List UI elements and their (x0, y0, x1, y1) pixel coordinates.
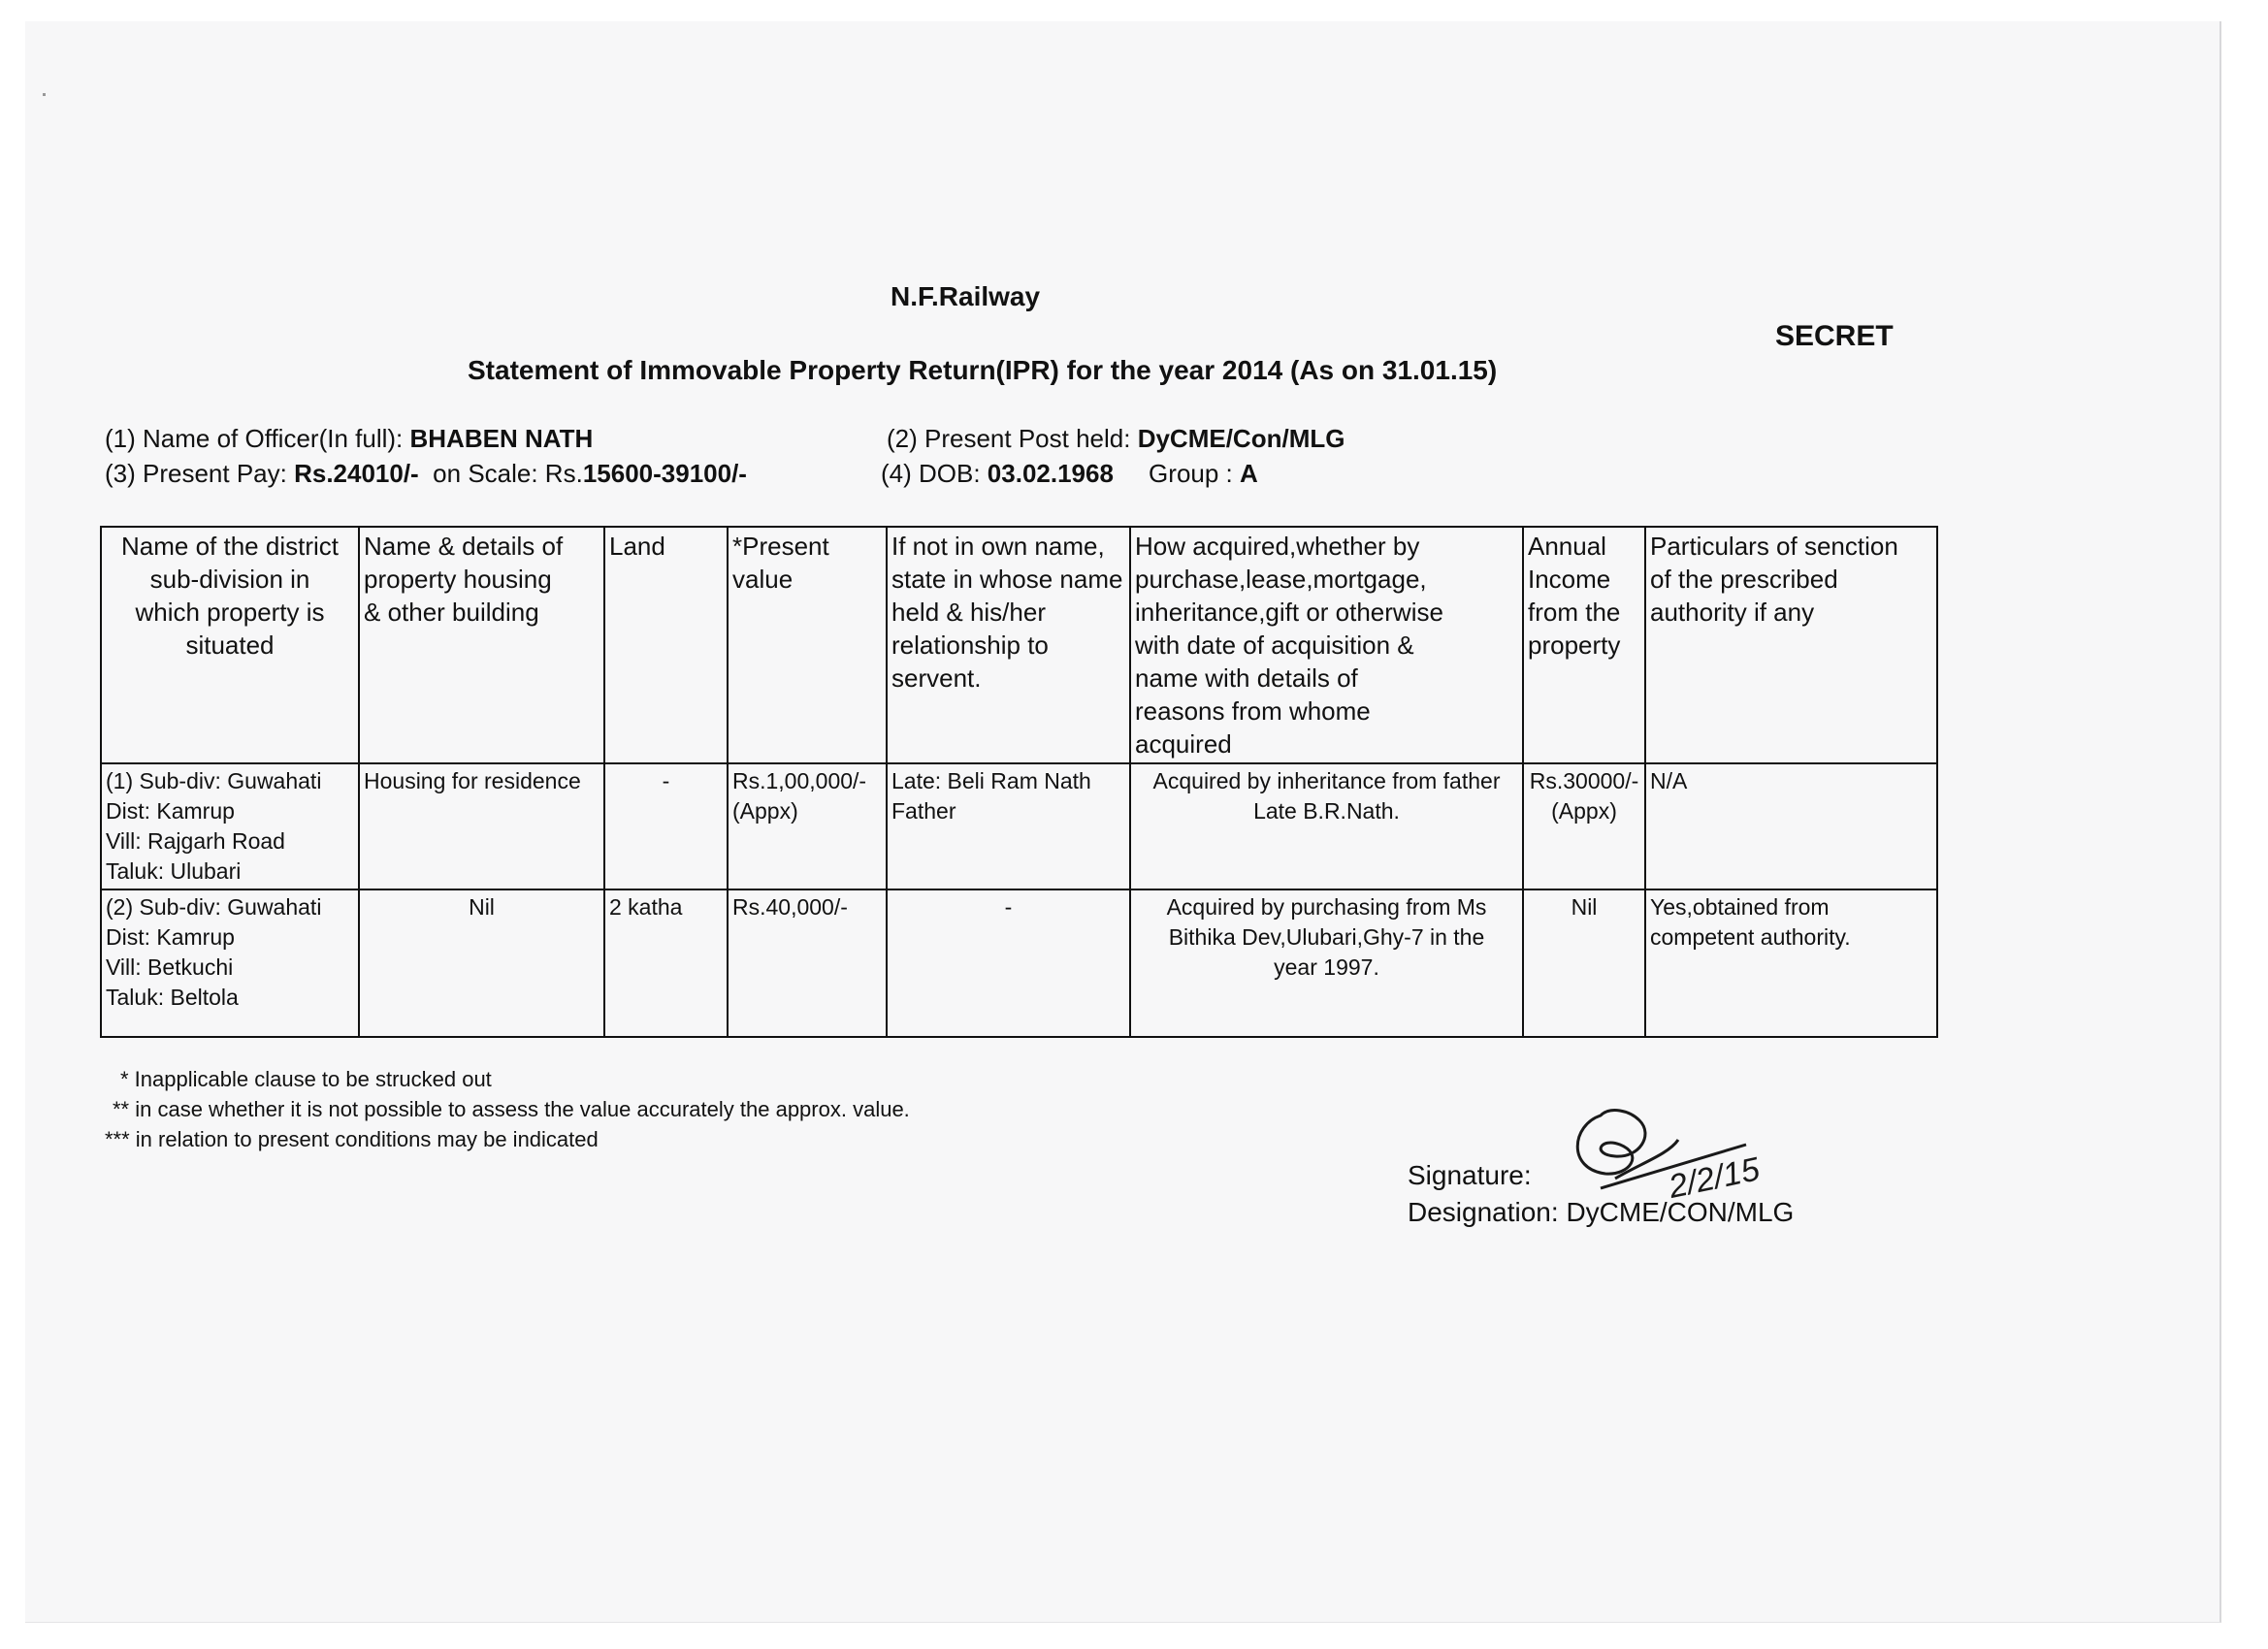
cell-sanction: N/A (1645, 763, 1937, 889)
cell-how-acquired: Acquired by purchasing from Ms Bithika Dev,Ulubari,Ghy-7 in the year 1997. (1130, 889, 1523, 1037)
present-pay-label: (3) Present Pay: (105, 459, 295, 488)
cell-present-value: Rs.40,000/- (728, 889, 887, 1037)
header-property-details: Name & details of property housing & other building (359, 527, 604, 763)
cell-district: (2) Sub-div: Guwahati Dist: Kamrup Vill: Betkuchi Taluk: Beltola (101, 889, 359, 1037)
header-how-acquired: How acquired,whether by purchase,lease,mortgage, inheritance,gift or otherwise with date of acquisition & name with details of reasons from whome acquired (1130, 527, 1523, 763)
cell-property-details: Housing for residence (359, 763, 604, 889)
cell-annual-income: Nil (1523, 889, 1645, 1037)
dob-value: 03.02.1968 (987, 459, 1114, 488)
footnote-2: ** in case whether it is not possible to assess the value accurately the approx. value. (113, 1097, 910, 1121)
header-district: Name of the district sub-division in which property is situated (101, 527, 359, 763)
classification-label: SECRET (1775, 320, 1894, 352)
organization-name: N.F.Railway (891, 281, 1041, 311)
cell-district: (1) Sub-div: Guwahati Dist: Kamrup Vill: Rajgarh Road Taluk: Ulubari (101, 763, 359, 889)
cell-annual-income: Rs.30000/- (Appx) (1523, 763, 1645, 889)
officer-name-line (105, 424, 593, 454)
header-land: Land (604, 527, 728, 763)
cell-land: 2 katha (604, 889, 728, 1037)
pay-scale-value: 15600-39100/- (582, 459, 747, 488)
document-title: Statement of Immovable Property Return(IPR) for the year 2014 (As on 31.01.15) (468, 355, 1498, 385)
designation-label: Designation: (1408, 1197, 1567, 1227)
cell-present-value: Rs.1,00,000/- (Appx) (728, 763, 887, 889)
present-post-value: DyCME/Con/MLG (1137, 424, 1345, 453)
signature-date: 2/2/15 (1665, 1150, 1764, 1207)
present-pay-value: Rs.24010/- (294, 459, 419, 488)
cell-property-details: Nil (359, 889, 604, 1037)
table-header-row (101, 527, 1937, 763)
officer-name-value: BHABEN NATH (409, 424, 594, 453)
pay-scale-label: on Scale: Rs. (418, 459, 583, 488)
scan-speck (43, 93, 46, 96)
cell-sanction: Yes,obtained from competent authority. (1645, 889, 1937, 1037)
table-row (101, 889, 1937, 1037)
table-row (101, 763, 1937, 889)
cell-whose-name: - (887, 889, 1130, 1037)
cell-land: - (604, 763, 728, 889)
present-pay-line (105, 459, 747, 489)
dob-label: (4) DOB: (881, 459, 988, 488)
header-whose-name: If not in own name, state in whose name held & his/her relationship to servent. (887, 527, 1130, 763)
cell-whose-name: Late: Beli Ram Nath Father (887, 763, 1130, 889)
footnote-3: *** in relation to present conditions may be indicated (105, 1127, 599, 1151)
handwritten-signature (1562, 1096, 1795, 1212)
group-label: Group : (1113, 459, 1240, 488)
present-post-line (887, 424, 1345, 454)
header-annual-income: Annual Income from the property (1523, 527, 1645, 763)
officer-name-label: (1) Name of Officer(In full): (105, 424, 410, 453)
dob-line (881, 459, 1258, 489)
signature-label: Signature: (1408, 1160, 1532, 1190)
property-table (100, 526, 1938, 1038)
designation-value: DyCME/CON/MLG (1566, 1197, 1795, 1227)
group-value: A (1240, 459, 1258, 488)
header-present-value: *Present value (728, 527, 887, 763)
header-sanction: Particulars of senction of the prescribed authority if any (1645, 527, 1937, 763)
present-post-label: (2) Present Post held: (887, 424, 1138, 453)
cell-how-acquired: Acquired by inheritance from father Late B.R.Nath. (1130, 763, 1523, 889)
footnote-1: * Inapplicable clause to be strucked out (120, 1067, 492, 1091)
